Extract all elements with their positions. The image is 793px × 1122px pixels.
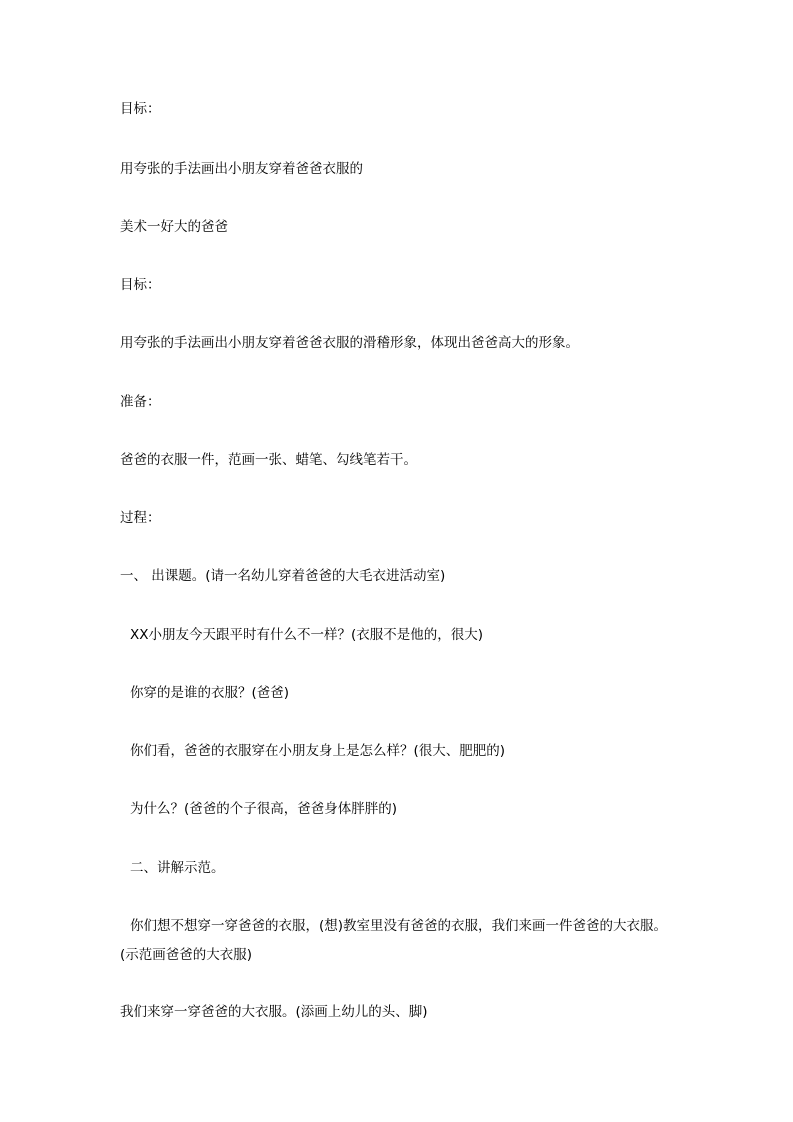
dialogue-line: 我们来穿一穿爸爸的大衣服。(添画上幼儿的头、脚): [120, 1004, 428, 1020]
step-two: 二、讲解示范。: [130, 860, 225, 876]
dialogue-line: 你们看，爸爸的衣服穿在小朋友身上是怎么样？(很大、肥肥的): [130, 743, 506, 759]
lesson-title: 美术一好大的爸爸: [120, 219, 228, 235]
step-one: 一、 出课题。(请一名幼儿穿着爸爸的大毛衣进活动室): [120, 568, 446, 584]
dialogue-line: 你穿的是谁的衣服？(爸爸): [130, 685, 290, 701]
preparation-text: 爸爸的衣服一件，范画一张、蜡笔、勾线笔若干。: [120, 452, 417, 468]
dialogue-line: XX小朋友今天跟平时有什么不一样？(衣服不是他的，很大): [130, 627, 484, 643]
dialogue-line: 为什么？(爸爸的个子很高，爸爸身体胖胖的): [130, 801, 398, 817]
goal-text-partial: 用夸张的手法画出小朋友穿着爸爸衣服的: [120, 161, 363, 177]
dialogue-line-continued: (示范画爸爸的大衣服): [120, 947, 253, 963]
goal-heading: 目标：: [120, 101, 161, 117]
dialogue-line: 你们想不想穿一穿爸爸的衣服，(想)教室里没有爸爸的衣服，我们来画一件爸爸的大衣服。: [130, 918, 668, 934]
goal-heading-2: 目标：: [120, 277, 161, 293]
goal-text: 用夸张的手法画出小朋友穿着爸爸衣服的滑稽形象，体现出爸爸高大的形象。: [120, 335, 579, 351]
process-heading: 过程：: [120, 510, 161, 526]
preparation-heading: 准备：: [120, 394, 161, 410]
